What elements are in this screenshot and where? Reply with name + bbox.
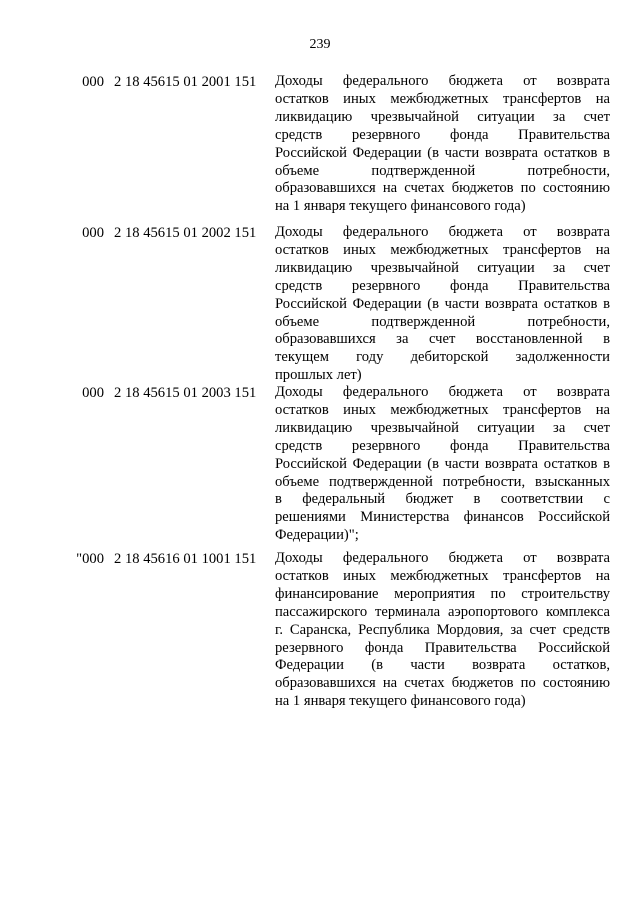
budget-classification-code: 2 18 45616 01 1001 151	[114, 551, 257, 567]
income-description	[275, 224, 610, 385]
description-line: текущем году дебиторской задолженности	[275, 349, 610, 366]
budget-classification-code: 2 18 45615 01 2001 151	[114, 74, 257, 90]
description-line: решениями Министерства финансов Российской	[275, 509, 610, 526]
description-line: пассажирского терминала аэропортового комплекса	[275, 603, 610, 620]
admin-code: "000	[76, 551, 104, 567]
income-description	[275, 73, 610, 216]
description-line: остатков иных межбюджетных трансфертов на	[275, 401, 610, 418]
description-line: остатков иных межбюджетных трансфертов на	[275, 90, 610, 107]
description-line: Доходы федерального бюджета от возврата	[275, 384, 610, 400]
description-line: на 1 января текущего финансового года)	[275, 198, 526, 215]
description-line: в федеральный бюджет в соответствии с	[275, 491, 610, 508]
description-line: средств резервного фонда Правительства	[275, 437, 610, 454]
description-line: ликвидацию чрезвычайной ситуации за счет	[275, 259, 610, 276]
description-line: остатков иных межбюджетных трансфертов на	[275, 241, 610, 258]
description-line: ликвидацию чрезвычайной ситуации за счет	[275, 419, 610, 436]
description-line: Федерации)";	[275, 527, 359, 544]
description-line: Российской Федерации (в части возврата остатков в	[275, 144, 610, 161]
admin-code: 000	[82, 74, 104, 90]
description-line: финансирование мероприятия по строительству	[275, 585, 610, 602]
description-line: Российской Федерации (в части возврата остатков в	[275, 295, 610, 312]
description-line: г. Саранска, Республика Мордовия, за счет средств	[275, 621, 610, 638]
page-number: 239	[309, 37, 331, 52]
description-line: на 1 января текущего финансового года)	[275, 693, 526, 710]
description-line: Российской Федерации (в части возврата остатков в	[275, 455, 610, 472]
budget-classification-code: 2 18 45615 01 2003 151	[114, 385, 257, 401]
description-line: объеме подтвержденной потребности,	[275, 313, 610, 330]
description-line: Федерации (в части возврата остатков,	[275, 657, 610, 674]
description-line: Доходы федерального бюджета от возврата	[275, 73, 610, 89]
description-line: объеме подтвержденной потребности,	[275, 162, 610, 179]
income-description	[275, 384, 610, 545]
budget-classification-code: 2 18 45615 01 2002 151	[114, 225, 257, 241]
description-line: остатков иных межбюджетных трансфертов на	[275, 567, 610, 584]
description-line: ликвидацию чрезвычайной ситуации за счет	[275, 108, 610, 125]
income-description	[275, 550, 610, 711]
admin-code: 000	[82, 225, 104, 241]
description-line: средств резервного фонда Правительства	[275, 126, 610, 143]
description-line: образовавшихся за счет восстановленной в	[275, 331, 610, 348]
description-line: образовавшихся на счетах бюджетов по состоянию	[275, 675, 610, 692]
description-line: средств резервного фонда Правительства	[275, 277, 610, 294]
description-line: объеме подтвержденной потребности, взысканных	[275, 473, 610, 490]
description-line: Доходы федерального бюджета от возврата	[275, 224, 610, 240]
admin-code: 000	[82, 385, 104, 401]
description-line: Доходы федерального бюджета от возврата	[275, 550, 610, 566]
description-line: резервного фонда Правительства Российской	[275, 639, 610, 656]
description-line: образовавшихся на счетах бюджетов по состоянию	[275, 180, 610, 197]
description-line: прошлых лет)	[275, 367, 362, 384]
